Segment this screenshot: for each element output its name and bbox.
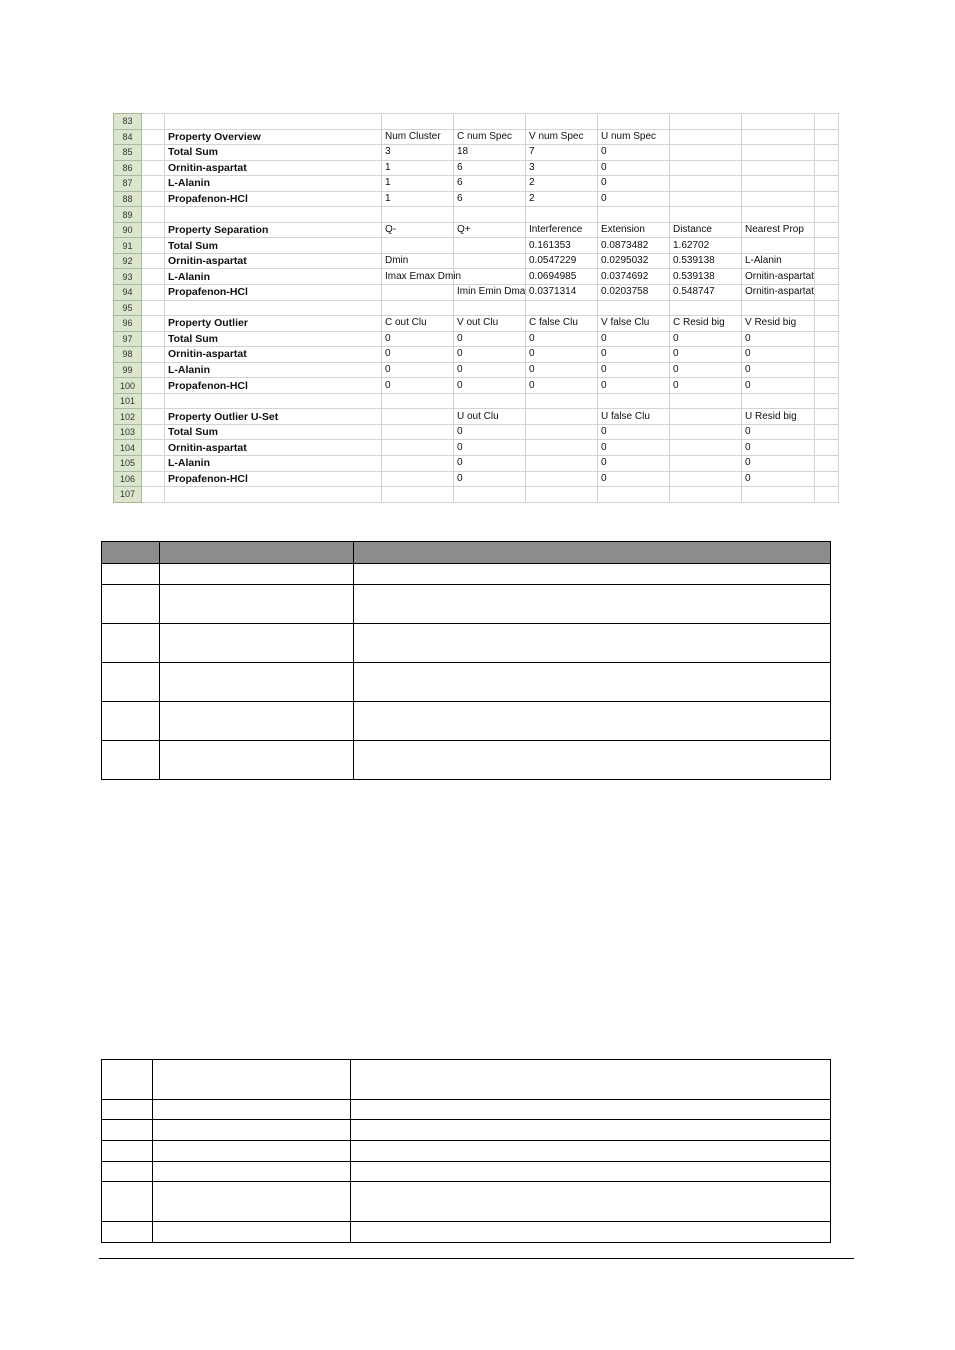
cell: U out Clu	[454, 409, 526, 425]
cell: 0.0295032	[598, 253, 670, 269]
sheet-row	[114, 238, 839, 254]
spreadsheet-body	[114, 114, 839, 503]
cell: 3	[526, 160, 598, 176]
cell	[454, 393, 526, 409]
sheet-row	[114, 316, 839, 332]
cell: V Resid big	[742, 316, 815, 332]
cell	[815, 362, 839, 378]
cell	[815, 176, 839, 192]
cell	[670, 129, 742, 145]
cell	[142, 316, 165, 332]
cell	[142, 191, 165, 207]
cell: 0	[598, 145, 670, 161]
cell: 0	[454, 440, 526, 456]
cell: C out Clu	[382, 316, 454, 332]
cell	[382, 471, 454, 487]
cell: 0	[742, 331, 815, 347]
cell: L-Alanin	[742, 253, 815, 269]
row-label-cell: Total Sum	[165, 145, 382, 161]
sheet-row	[114, 160, 839, 176]
table-row	[102, 663, 831, 702]
cell	[382, 487, 454, 503]
row-label-cell: Propafenon-HCl	[165, 378, 382, 394]
row-label-cell: L-Alanin	[165, 269, 382, 285]
cell	[742, 238, 815, 254]
row-number: 89	[114, 207, 142, 223]
sheet-row	[114, 129, 839, 145]
table-row	[102, 1120, 831, 1141]
cell	[142, 238, 165, 254]
cell: Q-	[382, 222, 454, 238]
cell: 0	[598, 471, 670, 487]
cell	[142, 269, 165, 285]
cell	[815, 393, 839, 409]
cell: V out Clu	[454, 316, 526, 332]
cell	[382, 424, 454, 440]
cell	[454, 253, 526, 269]
cell	[142, 145, 165, 161]
cell	[815, 160, 839, 176]
cell: 3	[382, 145, 454, 161]
spreadsheet-screenshot	[113, 113, 838, 503]
cell	[142, 409, 165, 425]
cell: Imax Emax Dmin	[382, 269, 454, 285]
cell: 2	[526, 191, 598, 207]
cell: C false Clu	[526, 316, 598, 332]
cell: 0	[526, 362, 598, 378]
row-number: 83	[114, 114, 142, 130]
cell	[526, 207, 598, 223]
cell	[815, 409, 839, 425]
cell: U num Spec	[598, 129, 670, 145]
cell	[598, 487, 670, 503]
cell: 1.62702	[670, 238, 742, 254]
table-row	[102, 564, 831, 585]
cell: 0	[742, 378, 815, 394]
cell	[454, 207, 526, 223]
cell: 0	[382, 362, 454, 378]
cell: 0	[670, 362, 742, 378]
row-number: 105	[114, 456, 142, 472]
cell	[742, 129, 815, 145]
cell	[742, 160, 815, 176]
sheet-row	[114, 285, 839, 301]
cell	[526, 409, 598, 425]
cell: 0	[598, 160, 670, 176]
cell	[526, 114, 598, 130]
cell	[142, 129, 165, 145]
cell	[815, 285, 839, 301]
cell: Interference	[526, 222, 598, 238]
cell	[815, 440, 839, 456]
cell: 0	[598, 378, 670, 394]
sheet-row	[114, 393, 839, 409]
cell	[382, 300, 454, 316]
blank-table-2	[101, 1059, 831, 1243]
footer-rule	[99, 1258, 854, 1259]
sheet-row	[114, 362, 839, 378]
cell	[454, 238, 526, 254]
cell	[742, 207, 815, 223]
row-number: 90	[114, 222, 142, 238]
cell: 0	[454, 362, 526, 378]
cell	[142, 285, 165, 301]
cell: 0	[526, 378, 598, 394]
cell: 1	[382, 160, 454, 176]
cell	[742, 487, 815, 503]
cell	[815, 253, 839, 269]
sheet-row	[114, 176, 839, 192]
row-label-cell: Ornitin-aspartat	[165, 440, 382, 456]
row-label-cell: Propafenon-HCl	[165, 285, 382, 301]
cell	[670, 114, 742, 130]
cell: 0	[598, 424, 670, 440]
cell: 18	[454, 145, 526, 161]
cell	[670, 440, 742, 456]
cell: Num Cluster	[382, 129, 454, 145]
cell	[670, 176, 742, 192]
row-label-cell: Total Sum	[165, 424, 382, 440]
cell	[815, 114, 839, 130]
row-number: 101	[114, 393, 142, 409]
cell: 0	[382, 331, 454, 347]
cell	[598, 207, 670, 223]
cell: V num Spec	[526, 129, 598, 145]
row-number: 107	[114, 487, 142, 503]
cell: 6	[454, 191, 526, 207]
row-number: 91	[114, 238, 142, 254]
table-row	[102, 1141, 831, 1162]
cell	[382, 409, 454, 425]
sheet-row	[114, 347, 839, 363]
cell	[142, 424, 165, 440]
row-label-cell	[165, 114, 382, 130]
cell	[815, 300, 839, 316]
cell: 0	[454, 471, 526, 487]
cell: 0	[454, 331, 526, 347]
cell: 0	[454, 378, 526, 394]
row-label-cell: Propafenon-HCl	[165, 471, 382, 487]
cell	[815, 347, 839, 363]
cell	[815, 471, 839, 487]
cell	[382, 114, 454, 130]
cell: 0	[598, 440, 670, 456]
row-label-cell: Ornitin-aspartat	[165, 347, 382, 363]
cell: 0	[742, 362, 815, 378]
cell	[742, 300, 815, 316]
cell	[815, 424, 839, 440]
cell	[142, 331, 165, 347]
row-label-cell: L-Alanin	[165, 456, 382, 472]
row-number: 96	[114, 316, 142, 332]
cell	[670, 145, 742, 161]
cell	[382, 440, 454, 456]
row-label-cell	[165, 300, 382, 316]
sheet-row	[114, 331, 839, 347]
table-row	[102, 741, 831, 780]
table-row	[102, 1060, 831, 1100]
sheet-row	[114, 471, 839, 487]
cell: Distance	[670, 222, 742, 238]
table-row	[102, 702, 831, 741]
row-number: 85	[114, 145, 142, 161]
cell	[815, 129, 839, 145]
cell	[142, 456, 165, 472]
cell: 0.0374692	[598, 269, 670, 285]
table-header-row	[102, 542, 831, 564]
cell: 0	[526, 347, 598, 363]
cell	[142, 487, 165, 503]
table-row	[102, 1182, 831, 1222]
cell: 0.0694985	[526, 269, 598, 285]
cell: 0	[454, 347, 526, 363]
row-number: 97	[114, 331, 142, 347]
sheet-row	[114, 456, 839, 472]
cell: 0	[742, 471, 815, 487]
row-label-cell: L-Alanin	[165, 176, 382, 192]
sheet-row	[114, 487, 839, 503]
cell	[526, 471, 598, 487]
row-number: 88	[114, 191, 142, 207]
cell	[454, 269, 526, 285]
cell: 0	[742, 347, 815, 363]
cell: 0	[742, 456, 815, 472]
cell	[815, 456, 839, 472]
row-number: 99	[114, 362, 142, 378]
cell	[142, 253, 165, 269]
row-label-cell	[165, 393, 382, 409]
row-number: 106	[114, 471, 142, 487]
cell: C num Spec	[454, 129, 526, 145]
table-row	[102, 1162, 831, 1182]
row-number: 103	[114, 424, 142, 440]
cell	[742, 114, 815, 130]
cell: 6	[454, 176, 526, 192]
cell	[142, 440, 165, 456]
cell	[670, 409, 742, 425]
sheet-row	[114, 300, 839, 316]
cell: Nearest Prop	[742, 222, 815, 238]
cell: 6	[454, 160, 526, 176]
table-row	[102, 1222, 831, 1243]
cell: 0.0203758	[598, 285, 670, 301]
cell: 0.548747	[670, 285, 742, 301]
cell	[382, 285, 454, 301]
cell	[142, 114, 165, 130]
sheet-row	[114, 114, 839, 130]
row-number: 100	[114, 378, 142, 394]
cell: 0	[670, 378, 742, 394]
sheet-row	[114, 207, 839, 223]
table-row	[102, 624, 831, 663]
table-row	[102, 585, 831, 624]
cell	[142, 300, 165, 316]
row-label-cell	[165, 207, 382, 223]
sheet-row	[114, 378, 839, 394]
cell	[815, 238, 839, 254]
cell: Imin Emin Dma	[454, 285, 526, 301]
cell	[142, 207, 165, 223]
cell: 0	[382, 347, 454, 363]
cell	[670, 300, 742, 316]
row-label-cell: Total Sum	[165, 238, 382, 254]
row-label-cell: Ornitin-aspartat	[165, 160, 382, 176]
cell	[815, 222, 839, 238]
cell	[742, 191, 815, 207]
cell	[815, 207, 839, 223]
row-number: 104	[114, 440, 142, 456]
sheet-row	[114, 269, 839, 285]
row-number: 92	[114, 253, 142, 269]
cell: 0	[526, 331, 598, 347]
row-label-cell: Property Outlier	[165, 316, 382, 332]
cell: 0.539138	[670, 269, 742, 285]
cell	[670, 207, 742, 223]
cell: Q+	[454, 222, 526, 238]
sheet-row	[114, 409, 839, 425]
cell	[815, 269, 839, 285]
cell	[815, 316, 839, 332]
row-number: 94	[114, 285, 142, 301]
cell: 0	[382, 378, 454, 394]
row-number: 93	[114, 269, 142, 285]
cell: Dmin	[382, 253, 454, 269]
cell: 0	[670, 347, 742, 363]
cell	[142, 176, 165, 192]
row-label-cell: Total Sum	[165, 331, 382, 347]
cell	[670, 160, 742, 176]
cell	[670, 456, 742, 472]
row-number: 84	[114, 129, 142, 145]
cell	[670, 393, 742, 409]
row-label-cell: Property Outlier U-Set	[165, 409, 382, 425]
cell: 0	[598, 456, 670, 472]
cell	[598, 393, 670, 409]
row-label-cell: Propafenon-HCl	[165, 191, 382, 207]
cell	[670, 191, 742, 207]
cell	[526, 424, 598, 440]
cell	[815, 378, 839, 394]
cell	[526, 393, 598, 409]
row-label-cell: Property Overview	[165, 129, 382, 145]
row-number: 87	[114, 176, 142, 192]
cell	[670, 471, 742, 487]
cell	[815, 331, 839, 347]
sheet-row	[114, 424, 839, 440]
cell	[142, 222, 165, 238]
row-number: 102	[114, 409, 142, 425]
cell	[142, 471, 165, 487]
cell: V false Clu	[598, 316, 670, 332]
cell	[382, 456, 454, 472]
spreadsheet-grid	[113, 113, 839, 503]
cell	[142, 393, 165, 409]
cell: 0	[598, 362, 670, 378]
row-label-cell	[165, 487, 382, 503]
cell: 0	[742, 424, 815, 440]
cell: 1	[382, 191, 454, 207]
sheet-row	[114, 440, 839, 456]
cell	[742, 145, 815, 161]
cell: U false Clu	[598, 409, 670, 425]
cell: Extension	[598, 222, 670, 238]
cell: 0	[454, 456, 526, 472]
cell	[454, 300, 526, 316]
cell: 0.161353	[526, 238, 598, 254]
cell: 0	[454, 424, 526, 440]
cell: 0.0873482	[598, 238, 670, 254]
cell	[382, 238, 454, 254]
cell: 0	[598, 331, 670, 347]
table-row	[102, 1100, 831, 1120]
cell	[526, 300, 598, 316]
cell: C Resid big	[670, 316, 742, 332]
cell	[670, 424, 742, 440]
row-number: 86	[114, 160, 142, 176]
cell: Ornitin-aspartat	[742, 269, 815, 285]
cell	[815, 487, 839, 503]
cell	[526, 440, 598, 456]
sheet-row	[114, 191, 839, 207]
cell	[670, 487, 742, 503]
cell	[382, 207, 454, 223]
row-number: 95	[114, 300, 142, 316]
cell	[454, 487, 526, 503]
cell: 0.539138	[670, 253, 742, 269]
cell	[382, 393, 454, 409]
cell: 0	[742, 440, 815, 456]
row-label-cell: L-Alanin	[165, 362, 382, 378]
cell: 0	[670, 331, 742, 347]
cell	[598, 300, 670, 316]
cell	[742, 393, 815, 409]
row-label-cell: Property Separation	[165, 222, 382, 238]
blank-table-1	[101, 541, 831, 780]
cell	[598, 114, 670, 130]
cell: 0.0371314	[526, 285, 598, 301]
cell	[142, 378, 165, 394]
cell: 7	[526, 145, 598, 161]
cell: 1	[382, 176, 454, 192]
cell: 0	[598, 191, 670, 207]
cell: 0	[598, 347, 670, 363]
sheet-row	[114, 222, 839, 238]
cell	[742, 176, 815, 192]
row-number: 98	[114, 347, 142, 363]
cell: 0.0547229	[526, 253, 598, 269]
cell: 0	[598, 176, 670, 192]
cell	[526, 487, 598, 503]
cell	[815, 145, 839, 161]
cell	[142, 160, 165, 176]
cell	[142, 347, 165, 363]
cell: Ornitin-aspartat	[742, 285, 815, 301]
sheet-row	[114, 253, 839, 269]
cell	[526, 456, 598, 472]
cell	[454, 114, 526, 130]
row-label-cell: Ornitin-aspartat	[165, 253, 382, 269]
cell: U Resid big	[742, 409, 815, 425]
cell	[142, 362, 165, 378]
sheet-row	[114, 145, 839, 161]
cell	[815, 191, 839, 207]
cell: 2	[526, 176, 598, 192]
